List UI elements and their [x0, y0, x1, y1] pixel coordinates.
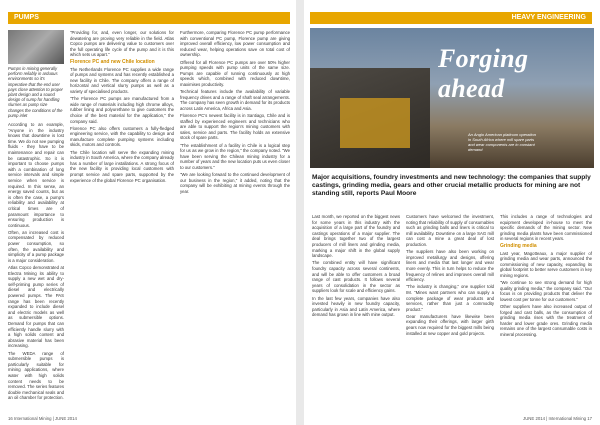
paragraph: Last year, Magotteaux, a major supplier of grinding media and wear parts, announced the commissioning of new capacity, expanding its global footprint to better serve customers in key mining regions.: [500, 250, 592, 278]
paragraph: Gear manufacturers have likewise been expanding their offerings, with larger girth gears now required for the biggest mills being installed at new copper and gold projects.: [406, 313, 494, 336]
hero-photo: [310, 28, 594, 168]
section-header-pumps: PUMPS: [8, 12, 290, 24]
paragraph: Often, an increased cost is compensated by reduced power consumption, so often, the availability and simplicity of a pump package is a major consideration.: [8, 229, 64, 263]
pump-photo-caption: Pumps in mining generally perform reliably in arduous environments so it's imperative that the end user pays close attention to proper plant design and a sound design of sump for handling slurries as pump size changes the conditions of the pump inlet: [8, 66, 63, 118]
paragraph: "The Florence PC pumps are manufactured from a wide range of materials including high chrome alloys, rubber lining and polyurethane to give customers the choice of the best material for the application," the company said.: [70, 96, 174, 124]
paragraph: The Netherlands Florence PC supplies a wide range of pumps and systems and has recently established a new facility in Chile. The company offers a range of horizontal and vertical slurry pumps as well as a variety of specialised products.: [70, 66, 174, 94]
left-column-3: [180, 30, 290, 412]
page-footer-right: JUNE 2014 | International Mining 17: [523, 416, 592, 421]
paragraph: Florence PC's newest facility is in Santiago, Chile and is staffed by experienced engineers and technicians who are able to support the region's mining customers with sales, service and parts. The facility holds an extensive stock of spare parts.: [180, 113, 290, 141]
paragraph: Last month, we reported on the biggest news for some years in this industry with the acquisition of a large part of the foundry and castings operations of a major supplier. The deal brings together two of the largest producers of mill liners and grinding media, marking a major shift in the global supply landscape.: [312, 214, 400, 259]
pump-photo: [8, 30, 64, 64]
section-header-heavy-engineering: HEAVY ENGINEERING: [310, 12, 592, 24]
paragraph: In the last few years, companies have also invested heavily in new foundry capacity, particularly in Asia and Latin America, where demand has grown in line with mine output.: [312, 295, 400, 318]
paragraph: Florence PC also offers customers a fully-fledged engineering service, with the capability to design and manufacture complete pumping systems including skids, motors and controls.: [70, 125, 174, 148]
paragraph: The WEDA range of submersible pumps is particularly suitable for mining applications, where water with high solids content needs to be removed. The series features double mechanical seals and an oil chamber for protection.: [8, 350, 64, 401]
paragraph: Furthermore, comparing Florence PC pump performance with conventional PC pump, Florence pump are giving improved overall efficiency, low power consumption and reduced wear, helping operations save on total cost of ownership.: [180, 30, 290, 58]
paragraph: Offered for all Florence PC pumps are over 50% higher pumping speeds with pump units of the same size. Pumps are capable of running continuously at high speeds which, combined with reduced downtime, maximises productivity.: [180, 59, 290, 87]
paragraph: "Providing for, and, even longer, our solutions for dewatering are proving very reliable in the field. Atlas Copco pumps are delivering value to customers over the full operating life cycle of the pump and it is this which sets us apart.": [70, 30, 174, 58]
paragraph: "We continue to see strong demand for high quality grinding media," the company said. "Our focus is on providing products that deliver the lowest cost per tonne for our customers.": [500, 280, 592, 302]
subheading-grinding-media: Grinding media: [500, 242, 537, 249]
article-intro: Major acquisitions, foundry investments and new technology: the companies that supply castings, grinding media, gears and other crucial metallic products for mining are not standing still, reports Paul Moore: [312, 174, 591, 198]
paragraph: "The industry is changing," one supplier told IM. "Mines want partners who can supply a complete package of wear products and services, rather than just a commodity product.": [406, 284, 494, 312]
page-footer-left: 16 International Mining | JUNE 2014: [8, 416, 77, 421]
machine-detail-shape: [340, 98, 410, 148]
left-column-2: [70, 30, 174, 412]
paragraph: Customers have welcomed the investment, noting that reliability of supply of consumables such as grinding balls and liners is critical to mill availability. Downtime on a large SAG mill can cost a mine a great deal of lost production.: [406, 214, 494, 247]
paragraph: Other suppliers have also increased output of forged and cast balls, as the consumption of grinding media rises with the treatment of harder and lower grade ores. Grinding media remains one of the largest consumable costs in mineral processing.: [500, 304, 592, 338]
paragraph: The Chile location will serve the expanding mining industry in South America, where the company already has a number of large installations. A strong focus of the new facility is providing local customers with prompt service and spare parts, supported by the experience of the global Florence PC organisation.: [70, 149, 174, 183]
subheading-florence: Florence PC and new Chile location: [70, 58, 155, 65]
right-page: [304, 0, 600, 425]
paragraph: Atlas Copco demonstrated at Electra Mining its ability to supply a new wet and dry-self-priming pump series of diesel and electrically powered pumps. The PAS range has been recently expanded to include diesel and electric models as well as submersible options. Demand for pumps that can efficiently handle slurry with a high solids content and abrasive material has been increasing.: [8, 265, 64, 349]
left-column-1: [8, 122, 64, 412]
page-gutter: [296, 0, 304, 425]
paragraph: Technical features include the availability of variable frequency drives and a range of shaft seal arrangements. The company has seen growth in demand for its products across Latin America, Africa and Asia.: [180, 89, 290, 111]
paragraph: The combined entity will have significant foundry capacity across several continents, and will be able to offer customers a broad range of cast products. It follows several years of consolidation in the sector as suppliers look for scale and efficiency gains.: [312, 260, 400, 294]
paragraph: "We are looking forward to the continued development of our business in the region," it added, noting that the company will be exhibiting at mining events through the year.: [180, 172, 290, 194]
right-column-2: [406, 214, 494, 412]
article-title: Forging ahead: [438, 44, 529, 103]
paragraph: "The establishment of a facility in Chile is a logical step for us as we grow in the region," the company noted. "We have been serving the Chilean mining industry for a number of years and the new location puts us even closer to our customers.": [180, 142, 290, 171]
left-page: [0, 0, 296, 425]
right-column-3: [500, 214, 592, 412]
right-column-1: [312, 214, 400, 412]
paragraph: This includes a range of technologies and equipment developed in-house to meet the specific demands of the mining sector. New grinding media plants have been commissioned in several regions in recent years.: [500, 214, 592, 242]
hero-caption: An Anglo American platinum operation in South Africa where mill spare parts and wear components are in constant demand: [468, 132, 536, 152]
paragraph: According to an example, "Anyone in the industry knows that downtime is lost time. We do not see pumping fluids - they have to be maintenance and repair can be catastrophic. So it is important to choose pumps with a combination of long service intervals and simple service when service is required. In this sense, an energy saved counts, but as is often the case, a pump's reliability and availability at critical times are of paramount importance to ensuring production is continuous.: [8, 122, 64, 228]
paragraph: The suppliers have also been working on improved metallurgy and designs, offering liners and media that last longer and wear more evenly. This in turn helps to reduce the frequency of relines and improves overall mill efficiency.: [406, 249, 494, 283]
